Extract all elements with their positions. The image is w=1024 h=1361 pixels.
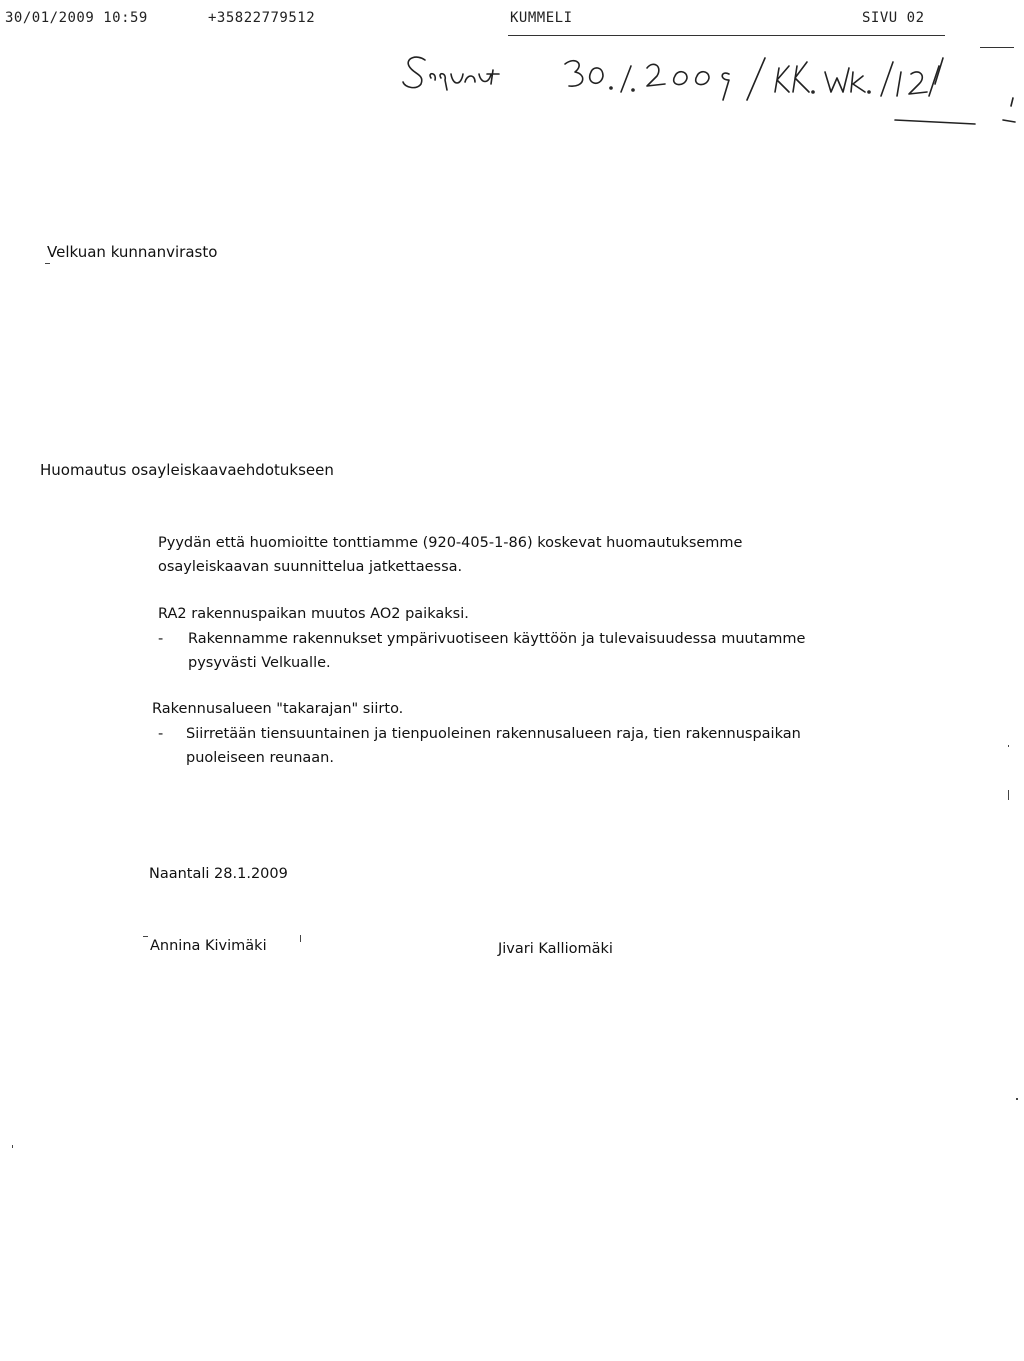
section1-bullet-dash: -: [158, 631, 164, 647]
recipient: Velkuan kunnanvirasto: [47, 243, 218, 261]
scan-mark: [1008, 745, 1009, 747]
signature-name-1: Annina Kivimäki: [150, 938, 267, 954]
scan-mark: [300, 935, 301, 942]
fax-sender: KUMMELI: [510, 10, 573, 26]
fax-phone: +358227795​12: [208, 10, 316, 26]
section2-heading: Rakennusalueen "takarajan" siirto.: [152, 701, 404, 717]
intro-line-1: Pyydän että huomioitte tonttiamme (920-405-1-86) koskevat huomautuksemme: [158, 535, 743, 551]
fax-page: SIVU 02: [862, 10, 925, 26]
fax-datetime: 30/01/2009 10:59: [5, 10, 148, 26]
intro-line-2: osayleiskaavan suunnittelua jatkettaessa.: [158, 559, 463, 575]
section1-bullet-line-2: pysyvästi Velkualle.: [188, 655, 331, 671]
fax-header-rule: [508, 35, 945, 36]
scan-mark: [143, 936, 148, 937]
scan-mark: [1016, 1098, 1018, 1100]
section1-heading: RA2 rakennuspaikan muutos AO2 paikaksi.: [158, 606, 469, 622]
signature-name-2: Jivari Kalliomäki: [498, 941, 613, 957]
scan-mark: [45, 263, 50, 264]
received-stamp-handwriting: [395, 44, 1024, 144]
place-date: Naantali 28.1.2009: [149, 866, 288, 882]
scan-mark: [1008, 790, 1009, 800]
section2-bullet-line-2: puoleiseen reunaan.: [186, 750, 334, 766]
section1-bullet-line-1: Rakennamme rakennukset ympärivuotiseen käyttöön ja tulevaisuudessa muutamme: [188, 631, 806, 647]
section2-bullet-dash: -: [158, 726, 164, 742]
subject-heading: Huomautus osayleiskaavaehdotukseen: [40, 461, 334, 479]
scan-mark: [12, 1145, 13, 1148]
section2-bullet-line-1: Siirretään tiensuuntainen ja tienpuoleinen rakennusalueen raja, tien rakennuspaikan: [186, 726, 801, 742]
